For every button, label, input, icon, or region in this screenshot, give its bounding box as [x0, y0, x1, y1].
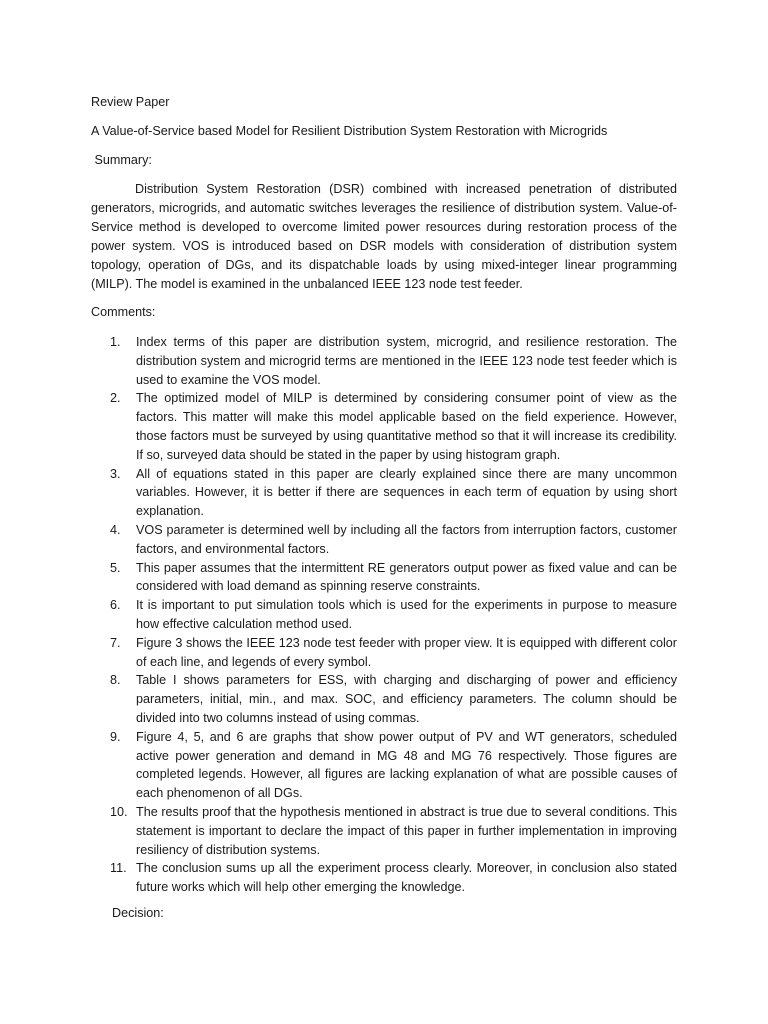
comment-item: [110, 333, 677, 389]
decision-label: Decision:: [112, 906, 164, 920]
comment-item: [110, 389, 677, 464]
comment-number: 7.: [110, 635, 121, 650]
comment-item: [110, 634, 677, 672]
comment-number: 10.: [110, 804, 128, 819]
comment-number: 11.: [110, 861, 127, 876]
comment-item: [110, 465, 677, 521]
comment-number: 4.: [110, 522, 121, 537]
comment-text: Table I shows parameters for ESS, with charging and discharging of power and efficiency parameters, initial, min., and max. SOC, and efficiency parameters. The column should be divided into two columns instead of using commas.: [136, 673, 677, 725]
comment-text: The conclusion sums up all the experiment process clearly. Moreover, in conclusion also stated future works which will help other emerging the knowledge.: [136, 861, 677, 895]
comment-item: [110, 859, 677, 897]
comment-text: Figure 3 shows the IEEE 123 node test feeder with proper view. It is equipped with different color of each line, and legends of every symbol.: [136, 635, 677, 669]
summary-paragraph: Distribution System Restoration (DSR) combined with increased penetration of distributed generators, microgrids, and automatic switches leverages the resilience of distribution system. Value-of-Service method is developed to overcome limited power resources during restoration process of the power system. VOS is introduced based on DSR models with consideration of distribution system topology, operation of DGs, and its dispatchable loads by using mixed-integer linear programming (MILP). The model is examined in the unbalanced IEEE 123 node test feeder.: [91, 182, 677, 291]
comment-text: Figure 4, 5, and 6 are graphs that show power output of PV and WT generators, scheduled active power generation and demand in MG 48 and MG 76 respectively. Those figures are completed legends. However, all figures are lacking explanation of what are possible causes of each phenomenon of all DGs.: [136, 729, 677, 801]
comment-item: [110, 521, 677, 559]
comments-label: Comments:: [91, 305, 156, 319]
comment-number: 2.: [110, 391, 121, 406]
comment-item: [110, 728, 677, 803]
comment-item: [110, 559, 677, 597]
comments-list: [110, 333, 677, 897]
comment-item: [110, 803, 677, 859]
comment-text: All of equations stated in this paper are clearly explained since there are many uncommon variables. However, it is better if there are sequences in each term of equation by using short explanation.: [136, 466, 677, 519]
document-heading: Review Paper: [91, 95, 170, 109]
comment-text: It is important to put simulation tools which is used for the experiments in purpose to measure how effective calculation method used.: [136, 598, 677, 631]
comment-number: 8.: [110, 673, 121, 688]
comment-item: [110, 671, 677, 727]
comment-text: The optimized model of MILP is determined by considering consumer point of view as the factors. This matter will make this model applicable based on the field experience. However, those factors must be surveyed by using quantitative method so that it will increase its credibility. If so, surveyed data should be stated in the paper by using histogram graph.: [136, 391, 677, 462]
comment-item: [110, 596, 677, 634]
comment-text: VOS parameter is determined well by including all the factors from interruption factors, customer factors, and environmental factors.: [136, 522, 677, 556]
summary-label: Summary:: [91, 153, 152, 167]
comment-number: 1.: [110, 335, 121, 349]
comment-number: 6.: [110, 598, 121, 613]
comment-number: 3.: [110, 466, 121, 481]
paper-title: A Value-of-Service based Model for Resilient Distribution System Restoration with Microgrids: [91, 124, 608, 138]
comment-text: This paper assumes that the intermittent RE generators output power as fixed value and can be considered with load demand as spinning reserve constraints.: [136, 560, 677, 594]
comment-text: The results proof that the hypothesis mentioned in abstract is true due to several conditions. This statement is important to declare the impact of this paper in further implementation in improving resiliency of distribution systems.: [136, 804, 677, 857]
comment-text: Index terms of this paper are distribution system, microgrid, and resilience restoration. The distribution system and microgrid terms are mentioned in the IEEE 123 node test feeder which is used to examine the VOS model.: [136, 335, 677, 387]
comment-number: 9.: [110, 729, 121, 744]
comment-number: 5.: [110, 560, 121, 575]
